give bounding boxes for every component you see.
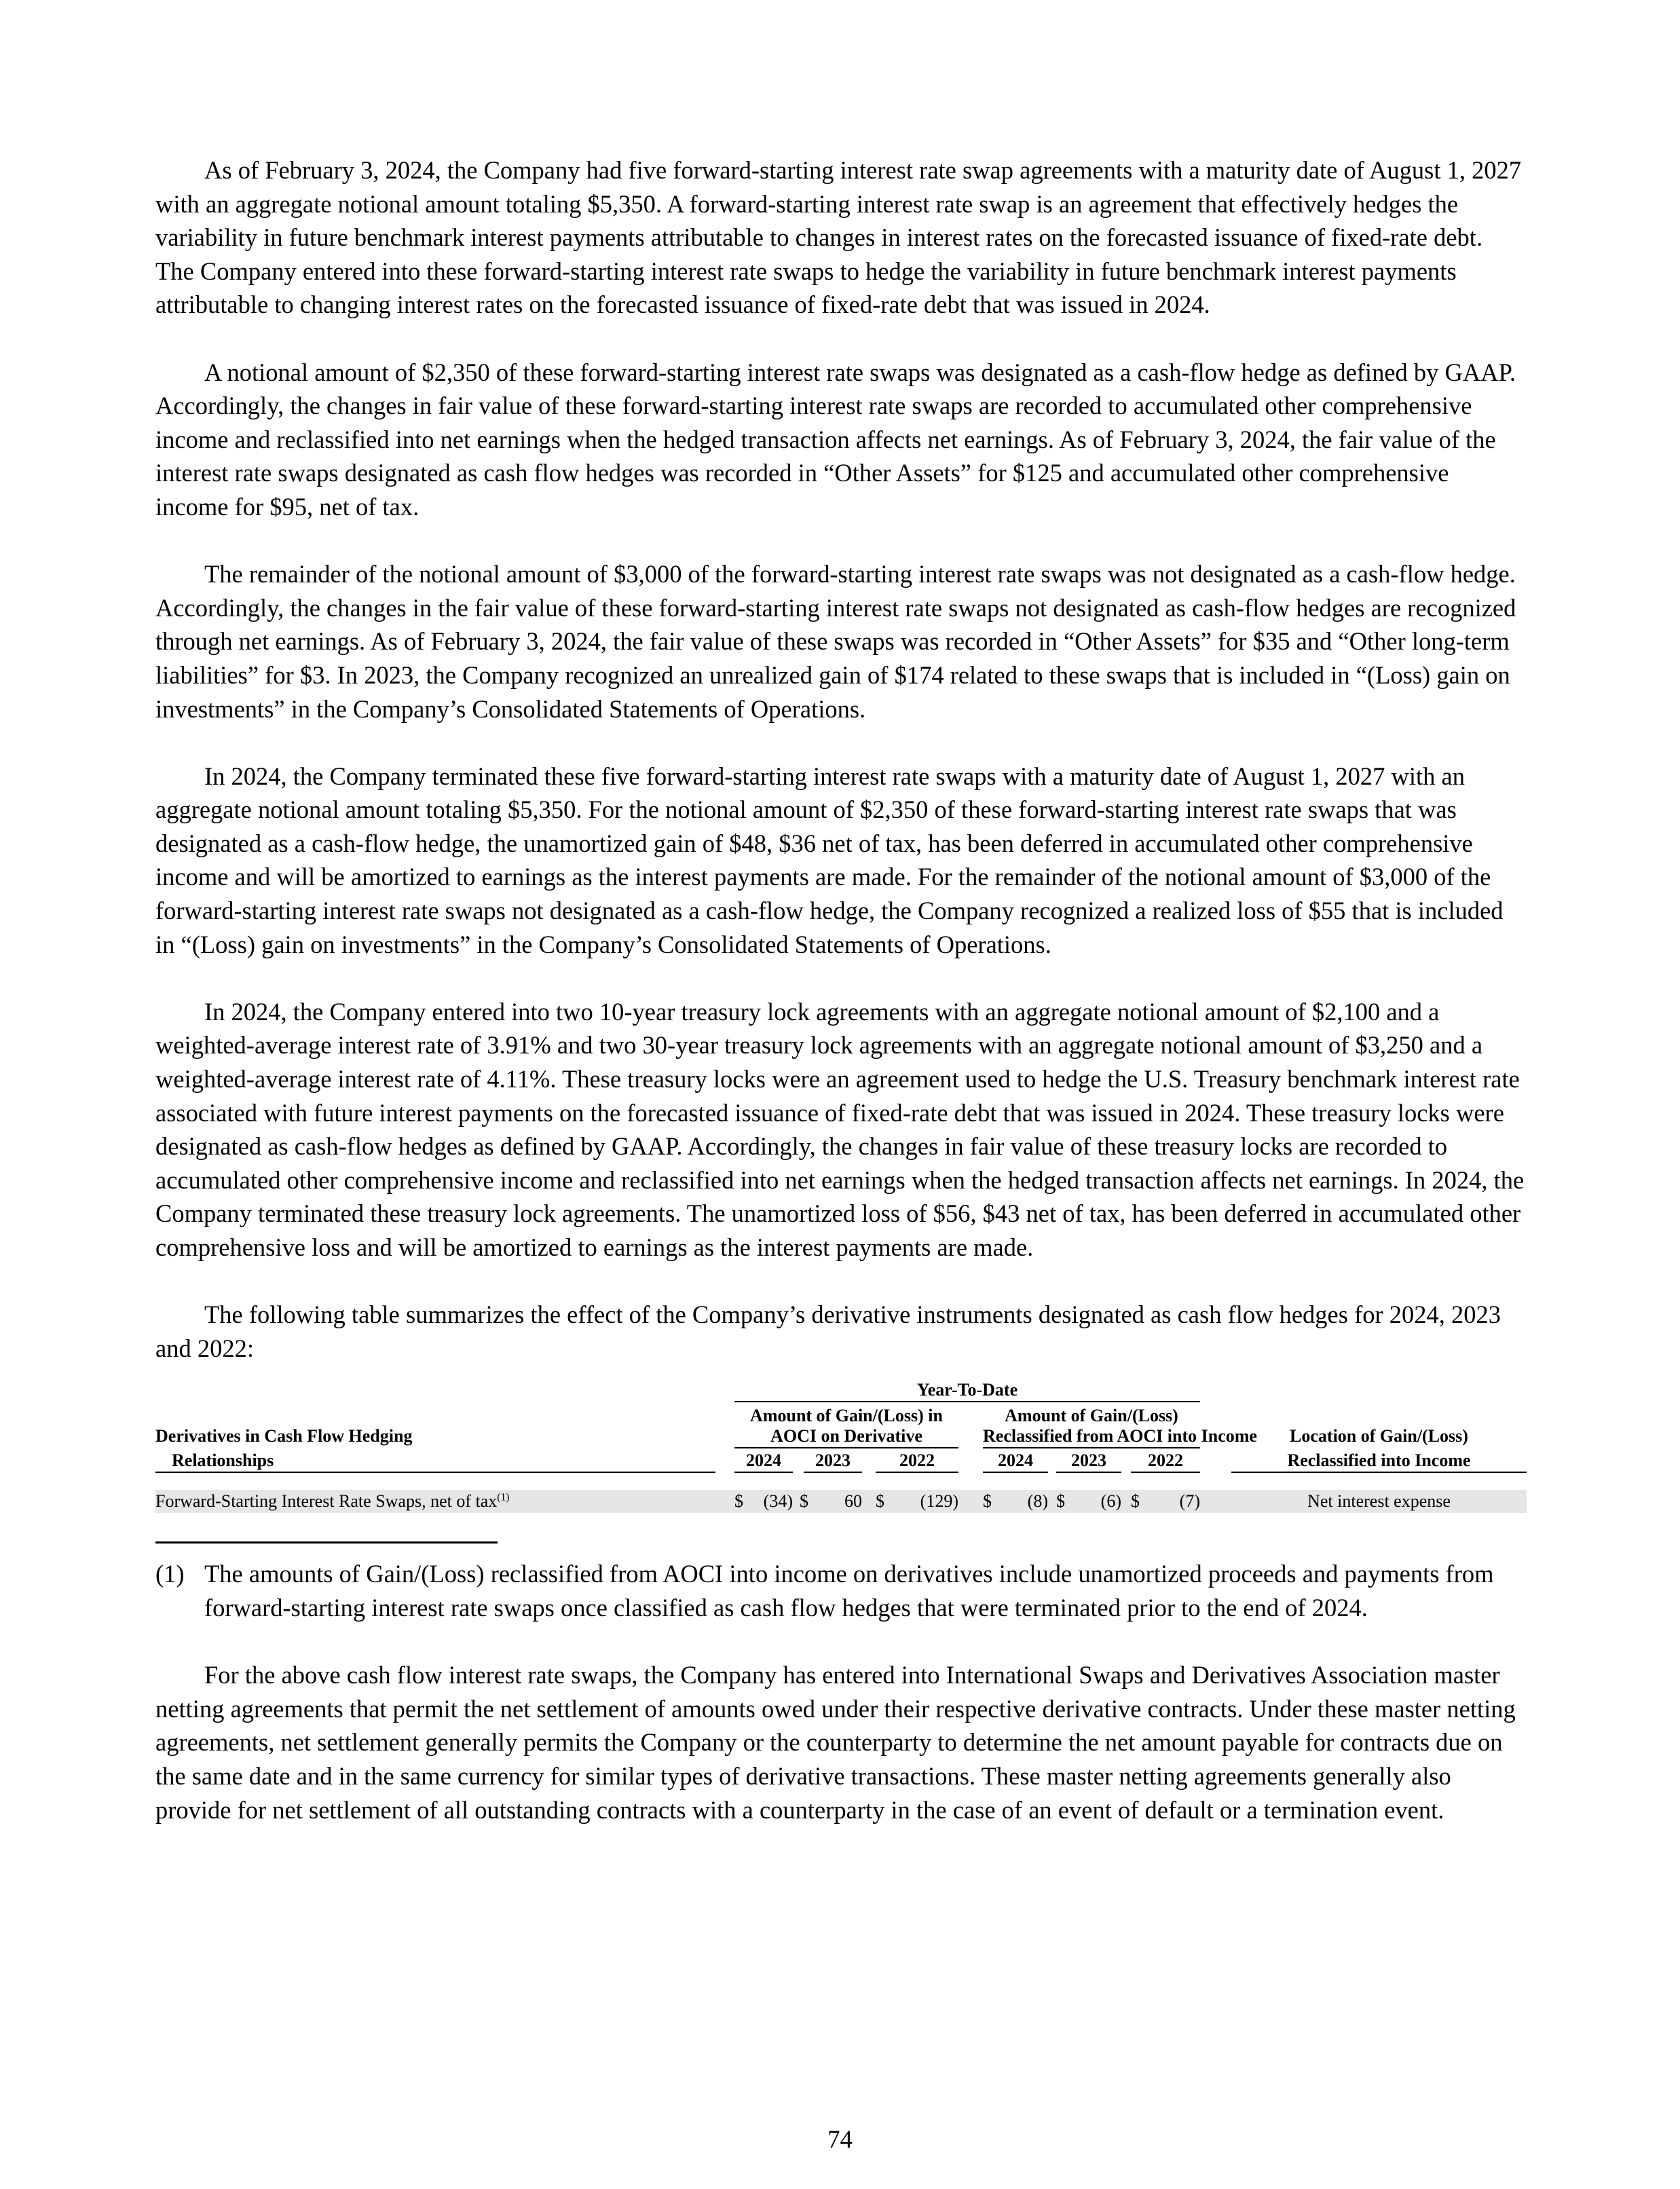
value-reclass-2023: (6): [1100, 1491, 1121, 1512]
year-rule-reclass-2024: [983, 1472, 1048, 1473]
year-header-reclass-2023: 2023: [1071, 1451, 1106, 1471]
paragraph-table-intro: The following table summarizes the effect of the Company’s derivative instruments designated as cash flow hedges for 2024, 2023 and 2022:: [155, 1301, 1501, 1362]
year-rule-reclass-2022: [1131, 1472, 1200, 1473]
value-aoci-2024: (34): [763, 1491, 793, 1512]
value-reclass-2024: (8): [1027, 1491, 1048, 1512]
reclass-group-header-line2: Reclassified from AOCI into Income: [983, 1426, 1257, 1446]
paragraph-termination: In 2024, the Company terminated these five forward-starting interest rate swaps with a maturity date of August 1, 2027 with an aggregate notional amount totaling $5,350. For the notional amount of $2,350 of these forward-starting interest rate swaps that was designated as a cash-flow hedge, the unamortized gain of $48, $36 net of tax, has been deferred in accumulated other comprehensive income and will be amortized to earnings as the interest payments are made. For the remainder of the notional amount of $3,000 of the forward-starting interest rate swaps not designated as a cash-flow hedge, the Company recognized a realized loss of $55 that is included in “(Loss) gain on investments” in the Company’s Consolidated Statements of Operations.: [155, 762, 1504, 958]
aoci-group-rule: [734, 1447, 958, 1448]
reclass-group-rule: [983, 1447, 1200, 1448]
aoci-group-header-line2: AOCI on Derivative: [770, 1426, 922, 1446]
currency-aoci-2022: $: [876, 1491, 884, 1512]
footnote-1: [155, 1557, 1527, 1624]
currency-aoci-2023: $: [800, 1491, 808, 1512]
paragraph-treasury-locks: In 2024, the Company entered into two 10-year treasury lock agreements with an aggregate notional amount of $2,100 and a weighted-average interest rate of 3.91% and two 30-year treasury lock agreements with an aggregate notional amount of $3,250 and a weighted-average interest rate of 4.11%. These treasury locks were an agreement used to hedge the U.S. Treasury benchmark interest rate associated with future interest payments on the forecasted issuance of fixed-rate debt that was issued in 2024. These treasury locks were designated as cash-flow hedges as defined by GAAP. Accordingly, the changes in fair value of these treasury locks are recorded to accumulated other comprehensive income and reclassified into net earnings when the hedged transaction affects net earnings. In 2024, the Company terminated these treasury lock agreements. The unamortized loss of $56, $43 net of tax, has been deferred in accumulated other comprehensive loss and will be amortized to earnings as the interest payments are made.: [155, 997, 1525, 1261]
location-header-rule: [1231, 1472, 1527, 1473]
currency-reclass-2023: $: [1056, 1491, 1065, 1512]
table-row-label: [155, 1491, 509, 1512]
year-rule-aoci-2024: [734, 1472, 793, 1473]
value-aoci-2023: 60: [844, 1491, 862, 1512]
row-label-text: Forward-Starting Interest Rate Swaps, net of tax: [155, 1491, 498, 1512]
year-rule-aoci-2023: [804, 1472, 862, 1473]
paragraph-not-designated: The remainder of the notional amount of $3,000 of the forward-starting interest rate swaps was not designated as a cash-flow hedge. Accordingly, the changes in the fair value of these forward-starting interest rate swaps not designated as cash-flow hedges are recognized through net earnings. As of February 3, 2024, the fair value of these swaps was recorded in “Other Assets” for $35 and “Other long-term liabilities” for $3. In 2023, the Company recognized an unrealized gain of $174 related to these swaps that is included in “(Loss) gain on investments” in the Company’s Consolidated Statements of Operations.: [155, 560, 1516, 723]
footnote-rule: [155, 1541, 498, 1543]
location-header-line2: Reclassified into Income: [1287, 1451, 1471, 1471]
page-body: [155, 153, 1527, 1860]
year-rule-reclass-2023: [1056, 1472, 1121, 1473]
table-super-header: Year-To-Date: [916, 1380, 1018, 1400]
year-header-aoci-2023: 2023: [815, 1451, 851, 1471]
year-header-aoci-2024: 2024: [746, 1451, 781, 1471]
row-label-footnote-ref: (1): [497, 1491, 510, 1503]
value-reclass-2022: (7): [1179, 1491, 1200, 1512]
year-header-aoci-2022: 2022: [899, 1451, 935, 1471]
year-header-reclass-2024: 2024: [998, 1451, 1033, 1471]
derivatives-header-line1: Derivatives in Cash Flow Hedging: [155, 1426, 413, 1446]
derivatives-header-rule: [155, 1472, 715, 1473]
derivatives-header-line2: Relationships: [172, 1451, 274, 1471]
year-header-reclass-2022: 2022: [1148, 1451, 1183, 1471]
currency-aoci-2024: $: [734, 1491, 743, 1512]
reclass-group-header-line1: Amount of Gain/(Loss): [1005, 1406, 1178, 1426]
value-location: Net interest expense: [1307, 1491, 1451, 1512]
footnote-marker: (1): [155, 1560, 185, 1588]
aoci-group-header-line1: Amount of Gain/(Loss) in: [750, 1406, 943, 1426]
currency-reclass-2024: $: [983, 1491, 992, 1512]
paragraph-netting-agreements: For the above cash flow interest rate swaps, the Company has entered into International Swaps and Derivatives Association master netting agreements that permit the net settlement of amounts owed under their respective derivative contracts. Under these master netting agreements, net settlement generally permits the Company or the counterparty to determine the net amount payable for contracts due on the same date and in the same currency for similar types of derivative transactions. These master netting agreements generally also provide for net settlement of all outstanding contracts with a counterparty in the case of an event of default or a termination event.: [155, 1661, 1516, 1824]
cash-flow-hedge-table: [155, 1380, 1527, 1516]
super-header-rule: [734, 1401, 1200, 1402]
footnote-text: The amounts of Gain/(Loss) reclassified from AOCI into income on derivatives include unamortized proceeds and payments from forward-starting interest rate swaps once classified as cash flow hedges that were terminated prior to the end of 2024.: [204, 1560, 1494, 1622]
paragraph-designated-hedge: A notional amount of $2,350 of these forward-starting interest rate swaps was designated as a cash-flow hedge as defined by GAAP. Accordingly, the changes in fair value of these forward-starting interest rate swaps are recorded to accumulated other comprehensive income and reclassified into net earnings when the hedged transaction affects net earnings. As of February 3, 2024, the fair value of the interest rate swaps designated as cash flow hedges was recorded in “Other Assets” for $125 and accumulated other comprehensive income for $95, net of tax.: [155, 358, 1516, 521]
location-header-line1: Location of Gain/(Loss): [1290, 1426, 1468, 1446]
paragraph-swap-agreements: As of February 3, 2024, the Company had five forward-starting interest rate swap agreements with a maturity date of August 1, 2027 with an aggregate notional amount totaling $5,350. A forward-starting interest rate swap is an agreement that effectively hedges the variability in future benchmark interest payments attributable to changes in interest rates on the forecasted issuance of fixed-rate debt. The Company entered into these forward-starting interest rate swaps to hedge the variability in future benchmark interest payments attributable to changing interest rates on the forecasted issuance of fixed-rate debt that was issued in 2024.: [155, 156, 1522, 319]
value-aoci-2022: (129): [920, 1491, 958, 1512]
year-rule-aoci-2022: [876, 1472, 958, 1473]
currency-reclass-2022: $: [1131, 1491, 1140, 1512]
page-number: 74: [827, 2125, 853, 2153]
